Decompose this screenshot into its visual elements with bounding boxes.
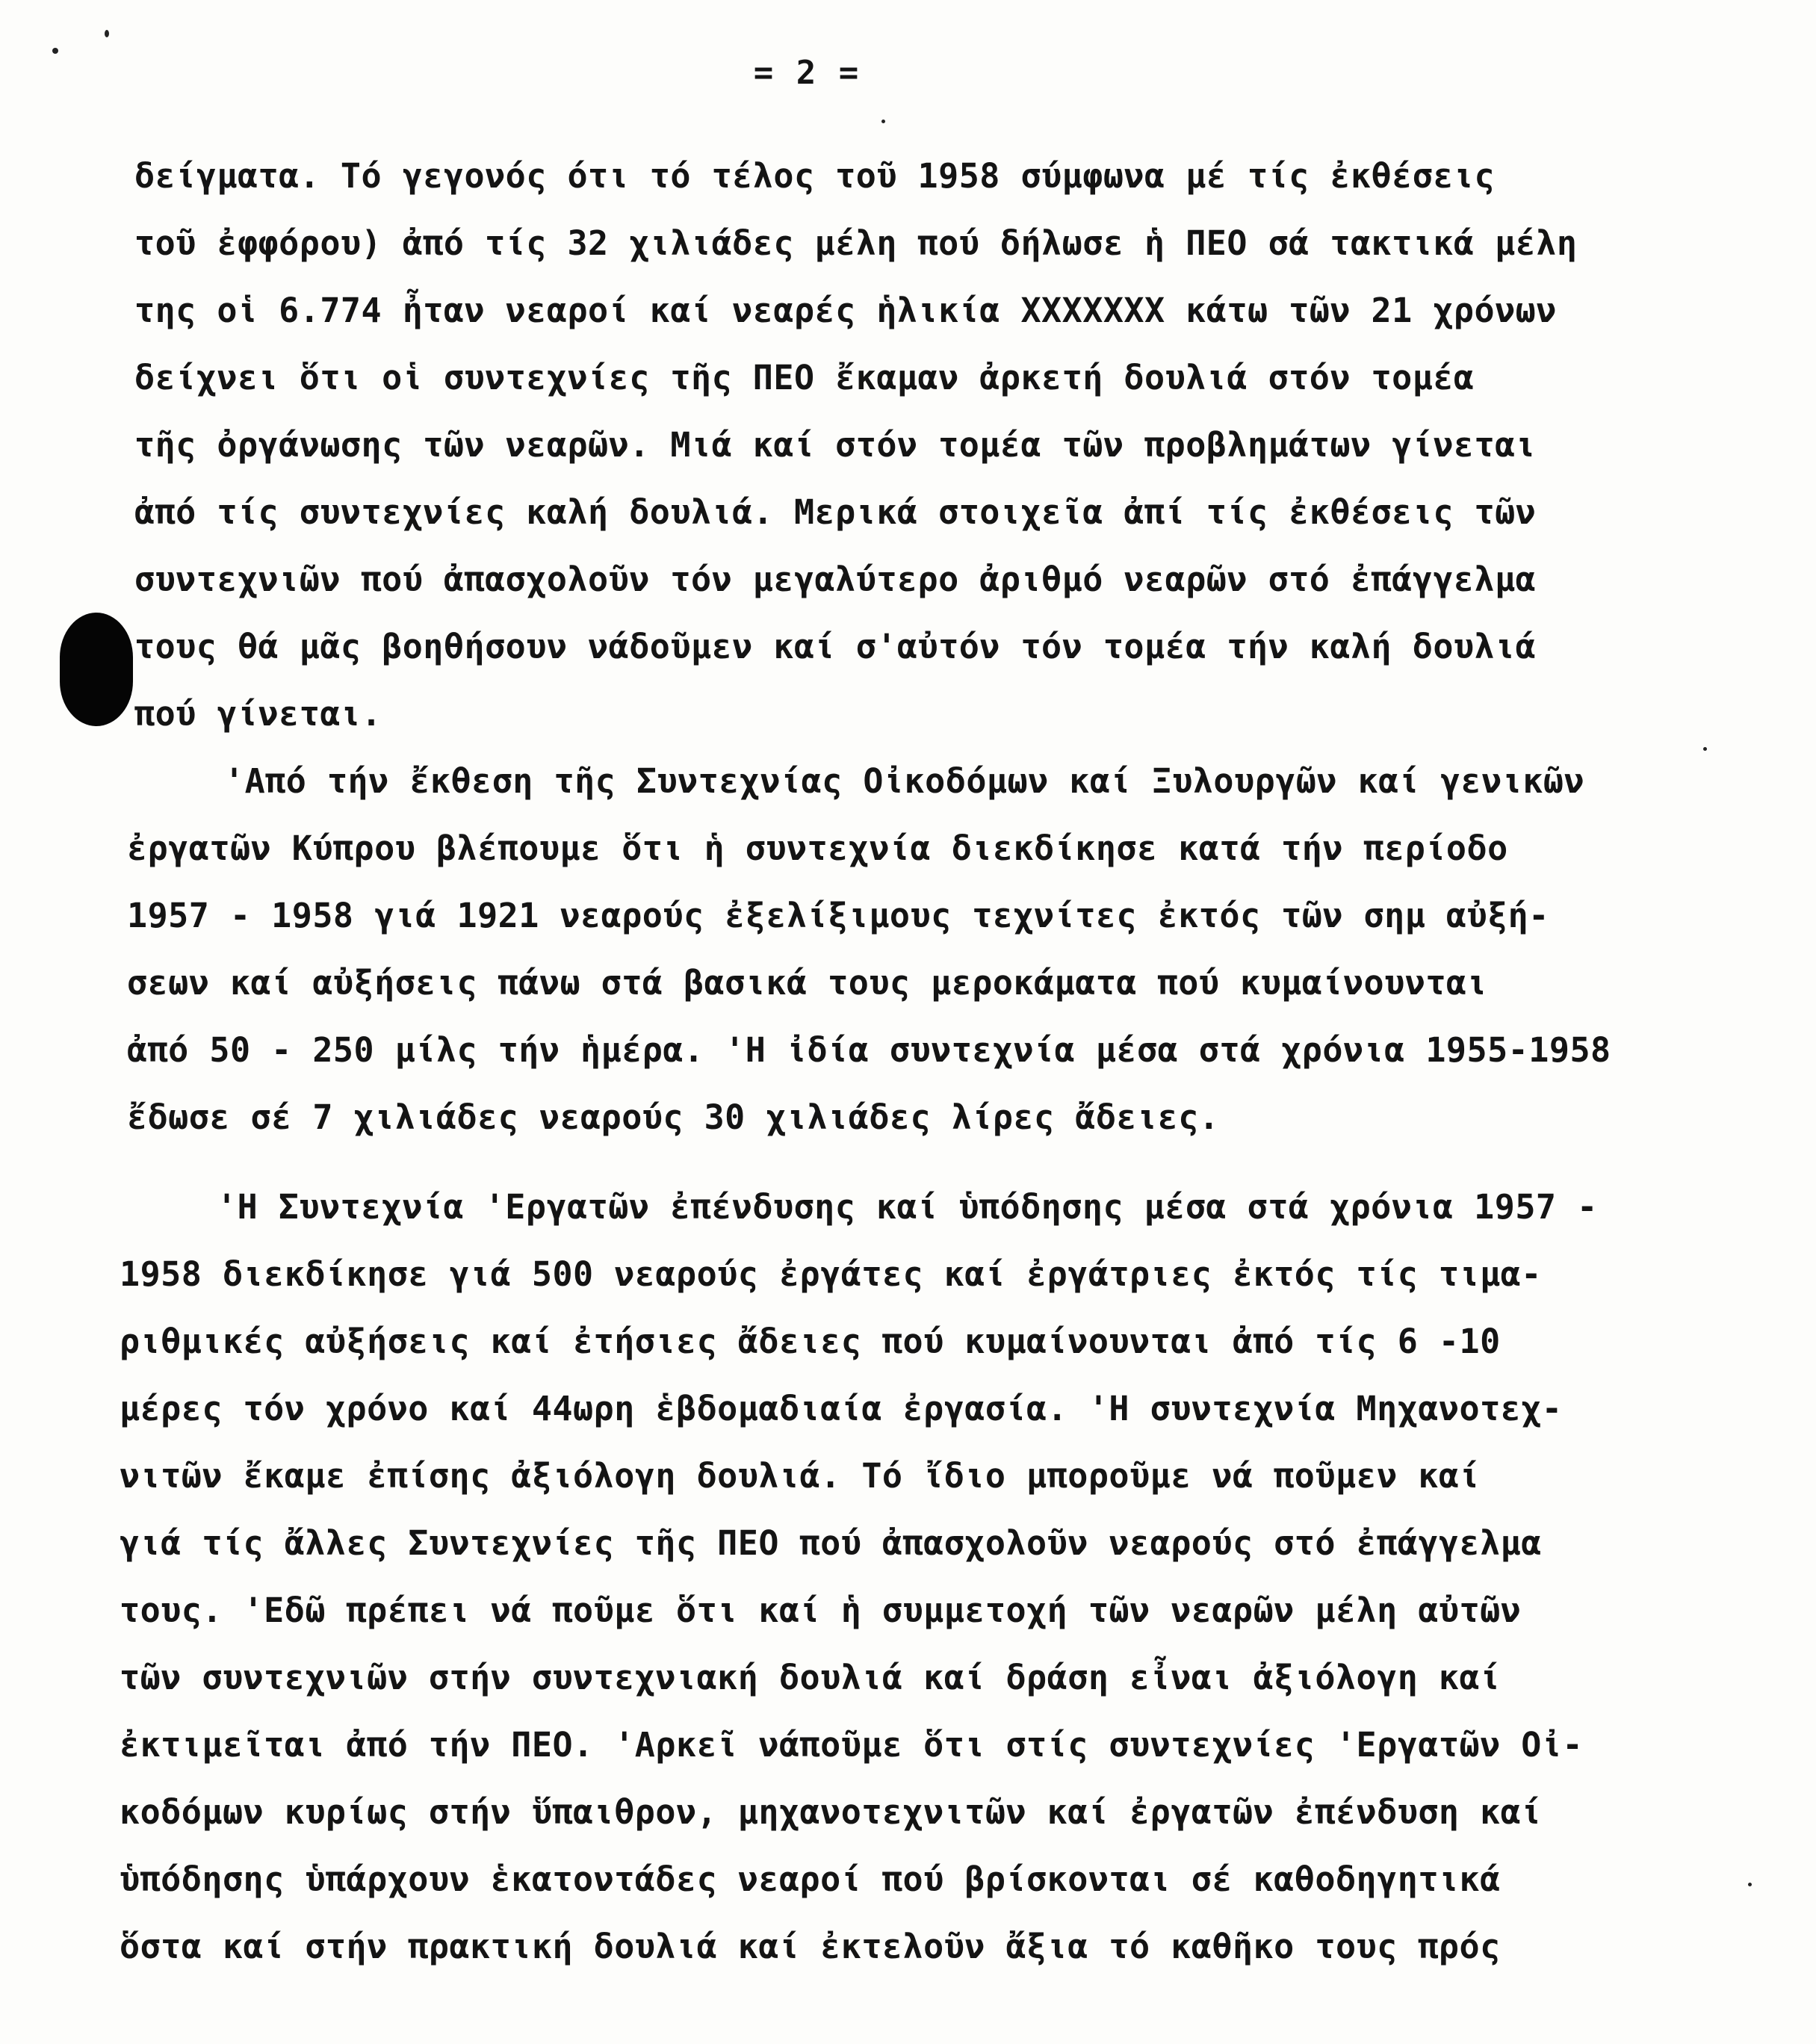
text-line: κοδόμων κυρίως στήν ὕπαιθρον, μηχανοτεχνιτῶν καί ἐργατῶν ἐπένδυση καί [120, 1792, 1542, 1832]
text-line: τοῦ ἐφφόρου) ἀπό τίς 32 χιλιάδες μέλη πού δήλωσε ἡ ΠΕΟ σά τακτικά μέλη [134, 223, 1578, 263]
text-line: πού γίνεται. [134, 694, 382, 734]
text-line: 'Η Συντεχνία 'Εργατῶν ἐπένδυσης καί ὑπόδησης μέσα στά χρόνια 1957 - [217, 1187, 1598, 1227]
text-line: τους. 'Εδῶ πρέπει νά ποῦμε ὅτι καί ἡ συμμετοχή τῶν νεαρῶν μέλη αὐτῶν [120, 1591, 1522, 1630]
text-line: τῶν συντεχνιῶν στήν συντεχνιακή δουλιά καί δράση εἶναι ἀξιόλογη καί [120, 1658, 1501, 1697]
text-line: ἀπό τίς συντεχνίες καλή δουλιά. Μερικά στοιχεῖα ἀπί τίς ἐκθέσεις τῶν [134, 492, 1537, 532]
scan-speck [52, 48, 58, 54]
page-number: = 2 = [753, 54, 861, 92]
punch-hole [60, 613, 133, 726]
text-line: συντεχνιῶν πού ἀπασχολοῦν τόν μεγαλύτερο ἀριθμό νεαρῶν στό ἐπάγγελμα [134, 560, 1537, 599]
text-line: ἔδωσε σέ 7 χιλιάδες νεαρούς 30 χιλιάδες λίρες ἄδειες. [127, 1097, 1220, 1137]
text-line: μέρες τόν χρόνο καί 44ωρη ἑβδομαδιαία ἐργασία. 'Η συντεχνία Μηχανοτεχ- [120, 1389, 1563, 1428]
text-line: νιτῶν ἔκαμε ἐπίσης ἀξιόλογη δουλιά. Τό ἴδιο μποροῦμε νά ποῦμεν καί [120, 1456, 1481, 1496]
text-line: δείχνει ὅτι οἱ συντεχνίες τῆς ΠΕΟ ἔκαμαν ἀρκετή δουλιά στόν τομέα [134, 358, 1475, 397]
text-line: 1958 διεκδίκησε γιά 500 νεαρούς ἐργάτες καί ἐργάτριες ἐκτός τίς τιμα- [120, 1254, 1542, 1294]
text-line: σεων καί αὐξήσεις πάνω στά βασικά τους μεροκάματα πού κυμαίνουνται [127, 963, 1488, 1003]
text-line: ἐργατῶν Κύπρου βλέπουμε ὅτι ἡ συντεχνία διεκδίκησε κατά τήν περίοδο [127, 829, 1508, 868]
text-line: ὑπόδησης ὑπάρχουν ἑκατοντάδες νεαροί πού βρίσκονται σέ καθοδηγητικά [120, 1859, 1501, 1899]
text-line: της οἱ 6.774 ἦταν νεαροί καί νεαρές ἡλικία ΧΧΧΧΧΧΧ κάτω τῶν 21 χρόνων [134, 291, 1557, 330]
text-line: γιά τίς ἄλλες Συντεχνίες τῆς ΠΕΟ πού ἀπασχολοῦν νεαρούς στό ἐπάγγελμα [120, 1523, 1542, 1563]
text-line: ριθμικές αὐξήσεις καί ἐτήσιες ἄδειες πού κυμαίνουνται ἀπό τίς 6 -10 [120, 1322, 1501, 1361]
text-line: τους θά μᾶς βοηθήσουν νάδοῦμεν καί σ'αὐτόν τόν τομέα τήν καλή δουλιά [134, 627, 1537, 666]
scan-speck [1748, 1883, 1752, 1886]
text-line: ἀπό 50 - 250 μίλς τήν ἡμέρα. 'Η ἰδία συντεχνία μέσα στά χρόνια 1955-1958 [127, 1030, 1611, 1070]
text-line: ὅστα καί στήν πρακτική δουλιά καί ἐκτελοῦν ἄξια τό καθῆκο τους πρός [120, 1927, 1501, 1966]
text-line: ἐκτιμεῖται ἀπό τήν ΠΕΟ. 'Αρκεῖ νάποῦμε ὅτι στίς συντεχνίες 'Εργατῶν Οἰ- [120, 1725, 1584, 1765]
scan-speck [881, 120, 885, 123]
text-line: 1957 - 1958 γιά 1921 νεαρούς ἐξελίξιμους τεχνίτες ἐκτός τῶν σημ αὐξή- [127, 896, 1549, 935]
text-line: τῆς ὀργάνωσης τῶν νεαρῶν. Μιά καί στόν τομέα τῶν προβλημάτων γίνεται [134, 425, 1537, 465]
scan-speck [105, 30, 109, 37]
scan-speck [1703, 747, 1707, 751]
text-line: δείγματα. Τό γεγονός ότι τό τέλος τοῦ 1958 σύμφωνα μέ τίς ἐκθέσεις [134, 156, 1496, 196]
text-line: 'Από τήν ἔκθεση τῆς Συντεχνίας Οἰκοδόμων καί Ξυλουργῶν καί γενικῶν [224, 761, 1585, 801]
